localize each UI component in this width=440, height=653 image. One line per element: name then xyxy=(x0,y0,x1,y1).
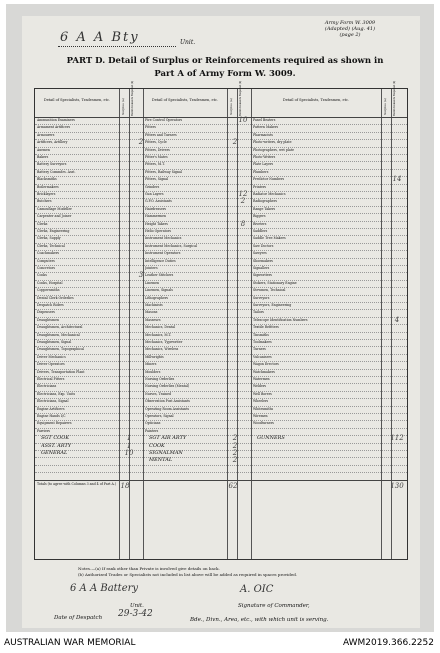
trade-label: Concretors xyxy=(37,266,55,270)
hand-mark: 62 xyxy=(228,481,238,490)
handwritten-entry: SIGNALMAN xyxy=(149,450,183,456)
handwritten-entry: MENTAL xyxy=(149,457,173,464)
hand-mark: 10 xyxy=(238,116,248,124)
trade-label: Mechanics, Dental xyxy=(145,325,176,330)
hand-mark: 1 xyxy=(126,441,132,450)
trade-label: Fitters, Drivers xyxy=(145,147,170,152)
trade-label: Tailors xyxy=(253,310,264,315)
handwritten-entry: GENERAL xyxy=(41,450,68,456)
trade-label: Mechanics, Typewriter xyxy=(145,340,183,344)
hand-mark: 2 xyxy=(232,456,238,465)
trade-label: Opticians xyxy=(145,421,161,426)
column-header-reinforcements: Reinforcements Required (b) xyxy=(239,80,242,116)
trade-label: Machinists xyxy=(145,303,163,307)
hand-mark: 112 xyxy=(390,434,404,443)
trade-label: Ammunition Examiners xyxy=(37,118,75,122)
trade-label: Mechanics, Wireless xyxy=(145,347,179,352)
signature-label: Signature of Commander, xyxy=(238,603,310,609)
trade-label: Fitter's Mates xyxy=(145,155,168,159)
trade-label: Cooks xyxy=(37,273,47,278)
trade-label: Nurses, Trained xyxy=(145,391,172,396)
trade-label: Hairdressers xyxy=(145,206,166,211)
trade-label: Signallers xyxy=(253,266,270,270)
trade-label: Butchers xyxy=(37,199,52,204)
trade-label: Bricklayers xyxy=(37,192,56,196)
hand-mark: 2 xyxy=(232,441,238,450)
column-header-reinforcements: Reinforcements Required (b) xyxy=(393,80,396,116)
form-ref-line: Army Form W. 3009 xyxy=(324,20,376,26)
trade-label: Sawyers xyxy=(253,251,267,256)
trade-label: Armament Artificers xyxy=(37,125,71,130)
trade-label: Stokers, Stationary Engine xyxy=(253,280,297,285)
column-header-surplus: Surplus (a) xyxy=(121,98,125,115)
trade-label: Miners xyxy=(145,362,157,367)
trade-label: Helio Operators xyxy=(145,229,171,233)
column-header-detail: Detail of Specialists, Tradesmen, etc. xyxy=(43,98,111,102)
trade-label: Wiremen xyxy=(253,414,268,418)
handwritten-entry: SGT COOK xyxy=(41,435,70,442)
trade-label: Gun Layers xyxy=(145,192,164,196)
trade-label: Photo-Writers xyxy=(253,155,276,159)
trade-label: Height Takers xyxy=(145,221,168,226)
trade-label: Watermen xyxy=(253,377,270,381)
trade-label: Printers xyxy=(253,184,267,189)
column-header-surplus: Surplus (a) xyxy=(383,98,387,115)
trade-label: Leather Stitchers xyxy=(145,273,174,278)
trade-label: Clerks, Technical xyxy=(37,243,65,248)
trade-label: Riggers xyxy=(253,214,266,219)
trade-label: Hammermen xyxy=(145,214,167,219)
trade-label: Saw Doctors xyxy=(253,243,274,248)
trade-label: Intelligence Duties xyxy=(145,258,176,263)
trade-label: Welders xyxy=(253,384,267,389)
trade-label: Photo-writers, dry plate xyxy=(253,140,292,145)
trade-label: Mechanics, M.T. xyxy=(145,332,172,337)
column-header-detail: Detail of Specialists, Tradesmen, etc. xyxy=(282,98,350,102)
trade-label: Lithographers xyxy=(145,295,168,300)
trade-label: G.P.O. Assistants xyxy=(145,199,172,204)
trade-label: Coppersmiths xyxy=(37,288,60,293)
form-reference xyxy=(310,20,390,38)
trade-label: Surveyors, Engineering xyxy=(253,303,292,307)
hand-mark: 2 xyxy=(138,138,144,147)
trade-label: Predictor Numbers xyxy=(253,177,285,182)
trade-label: Equipment Repairers xyxy=(37,421,72,426)
trade-label: Farriers xyxy=(37,428,51,433)
form-ref-line: (Adapted) (Aug. 41) xyxy=(324,26,376,32)
trade-label: Whitesmiths xyxy=(253,406,274,411)
trade-label: Wagon Erectors xyxy=(253,362,279,367)
trade-label: Axemen xyxy=(37,147,50,152)
date-label: Date of Despatch xyxy=(54,615,103,621)
hand-mark: 4 xyxy=(394,315,400,324)
trade-label: Electricians xyxy=(37,384,57,389)
trade-label: Fitters, Railway Signal xyxy=(145,169,182,174)
trade-label: Textile Refitters xyxy=(253,325,279,330)
trade-label: Nursing Orderlies xyxy=(145,377,175,381)
hand-mark: 2 xyxy=(232,138,238,147)
trade-label: Electricians, Exp. Units xyxy=(37,391,76,396)
trade-label: Painters xyxy=(145,428,159,433)
hand-mark: 130 xyxy=(390,481,404,490)
hand-mark: 2 xyxy=(232,434,238,443)
hand-mark: 2 xyxy=(232,449,238,457)
trade-label: Instrument Mechanics, Surgical xyxy=(145,243,197,248)
trade-label: Linemen xyxy=(145,280,160,285)
trade-label: Clerks, Engineering xyxy=(37,229,70,233)
trade-label: Linemen, Signals xyxy=(145,288,173,293)
trade-label: Toolmakers xyxy=(253,340,272,344)
trade-label: Driver Operators xyxy=(37,362,65,367)
trade-label: Jointers xyxy=(145,266,158,270)
detail-table xyxy=(34,80,408,560)
trade-label: Clerks, Supply xyxy=(37,236,61,241)
form-title: PART D. Detail of Surplus or Reinforcements required as shown in xyxy=(66,56,384,66)
trade-label: Range Takers xyxy=(253,206,276,211)
unit-bottom-handwritten: 6 A A Battery xyxy=(70,583,139,594)
trade-label: Battery Surveyors xyxy=(37,162,67,167)
trade-label: Nursing Orderlies (Mental) xyxy=(145,384,190,389)
hand-mark: 10 xyxy=(124,449,134,457)
trade-label: Computers xyxy=(37,258,55,263)
footer-accession-number: AWM2019.366.2252 xyxy=(342,638,434,648)
bde-label: Bde., Divn., Area, etc., with which unit is serving. xyxy=(190,617,329,623)
trade-label: Observation Post Assistants xyxy=(145,399,190,404)
unit-label: Unit. xyxy=(180,39,196,46)
column-header-reinforcements: Reinforcements Required (b) xyxy=(131,80,134,116)
trade-label: Riveters xyxy=(253,221,267,226)
trade-label: Fitters, Cycle xyxy=(145,140,167,145)
form-ref-line: (page 2) xyxy=(339,32,361,38)
trade-label: Masseurs xyxy=(145,317,161,322)
trade-label: Operators, Signal xyxy=(145,414,174,418)
trade-label: Driver Mechanics xyxy=(37,354,66,359)
trade-label: Vulcanisers xyxy=(253,354,272,359)
trade-label: Moulders xyxy=(145,369,161,374)
date-handwritten: 29-3-42 xyxy=(118,609,153,619)
trade-label: Despatch Riders xyxy=(37,303,64,307)
trade-label: Fitters xyxy=(145,125,156,130)
trade-label: Surveyors xyxy=(253,295,270,300)
unit-label-bottom: Unit. xyxy=(130,603,144,609)
trade-label: Draughtsmen, Mechanical xyxy=(37,332,80,337)
row-divider xyxy=(35,465,407,466)
trade-label: Pharmacists xyxy=(253,132,273,137)
trade-label: Panel Beaters xyxy=(253,118,276,122)
trade-label: Cooks, Hospital xyxy=(37,280,63,285)
trade-label: Draughtsmen, Architectural xyxy=(37,325,83,330)
trade-label: Fitters and Turners xyxy=(145,132,177,137)
trade-label: Radiator Mechanics xyxy=(253,192,286,196)
footer-credit: AUSTRALIAN WAR MEMORIAL xyxy=(4,638,136,648)
totals-divider xyxy=(35,480,407,481)
hand-mark: 8 xyxy=(240,219,246,228)
trade-label: Watchmakers xyxy=(253,369,275,374)
hand-mark: 18 xyxy=(120,481,130,490)
trade-label: Draughtsmen, Signal xyxy=(37,340,72,344)
trade-label: Battery Commdrs. Asst. xyxy=(37,169,76,174)
trade-label: Boilermakers xyxy=(37,184,59,189)
footer-bar xyxy=(0,634,440,653)
trade-label: Millwrights xyxy=(145,354,164,359)
trade-label: Instrument Mechanics xyxy=(145,236,182,241)
trade-label: Bakers xyxy=(37,155,49,159)
hand-mark: 2 xyxy=(240,197,246,206)
hand-mark: 14 xyxy=(392,175,402,184)
hand-mark: 1 xyxy=(126,434,132,443)
trade-label: Stewmen, Technical xyxy=(253,288,286,293)
trade-label: Armourers xyxy=(37,132,55,137)
note-b: (b) Authorized Trades or Specialists not included in list above will be added as required in spaces provided. xyxy=(78,572,298,577)
hand-mark: 3 xyxy=(138,271,144,280)
trade-label: Well Borers xyxy=(253,391,272,396)
trade-label: Turners xyxy=(253,347,266,352)
signature-handwritten: A. OIC xyxy=(240,584,274,595)
trade-label: Coachmakers xyxy=(37,251,59,256)
trade-label: Instrument Operators xyxy=(145,251,181,256)
trade-label: Fire Control Operators xyxy=(145,118,183,122)
trade-label: Pattern Makers xyxy=(253,125,279,130)
trade-label: Dispensers xyxy=(37,310,55,315)
trade-label: Operating Room Assistants xyxy=(145,406,190,411)
handwritten-entry: GUNNERS xyxy=(257,435,285,442)
trade-label: Engine Hands I/C xyxy=(37,414,66,418)
trade-label: Tinsmiths xyxy=(253,332,269,337)
unit-handwritten: 6 A A Bty xyxy=(60,30,140,45)
note-a: Notes.—(a) If rank other than Private is involved give details on back. xyxy=(78,566,220,571)
trade-label: Saddlers xyxy=(253,229,268,233)
form-subtitle: Part A of Army Form W. 3009. xyxy=(154,69,296,79)
trade-label: Saddle Tree Makers xyxy=(253,236,286,241)
unit-underline xyxy=(58,46,176,47)
trade-label: Wheelers xyxy=(253,399,269,404)
trade-label: Plumbers xyxy=(253,169,269,174)
handwritten-entry: COOK xyxy=(149,442,165,449)
trade-label: Drivers, Transportation Plant xyxy=(37,369,85,374)
trade-label: Shoemakers xyxy=(253,258,273,263)
trade-label: Electrical Fitters xyxy=(37,377,65,381)
trade-label: Draughtsmen, Topographical xyxy=(37,347,85,352)
handwritten-entry: ASST. ARTY xyxy=(41,442,72,449)
trade-label: Artificers, Artillery xyxy=(37,140,68,145)
trade-label: Engine Artificers xyxy=(37,406,65,411)
trade-label: Fitters, M.T. xyxy=(145,162,165,167)
trade-label: Electricians, Signal xyxy=(37,399,69,404)
trade-label: Woodturners xyxy=(253,421,274,426)
trade-label: Dental Clerk Orderlies xyxy=(37,295,74,300)
row-divider xyxy=(35,472,407,473)
trade-label: Camouflage Modeller xyxy=(37,206,72,211)
trade-label: Clerks xyxy=(37,221,48,226)
handwritten-entry: SGT AIR ARTY xyxy=(149,435,187,442)
trade-label: Masons xyxy=(145,310,158,315)
column-header-surplus: Surplus (a) xyxy=(229,98,233,115)
trade-label: Signwriters xyxy=(253,273,272,278)
trade-label: Fitters, Signal xyxy=(145,177,169,182)
trade-label: Photographers, wet plate xyxy=(253,147,294,152)
trade-label: Grinders xyxy=(145,184,160,189)
column-header-detail: Detail of Specialists, Tradesmen, etc. xyxy=(151,98,219,102)
hand-mark: 12 xyxy=(238,190,248,198)
trade-label: Carpenter and Joiner xyxy=(37,214,72,219)
trade-label: Blacksmiths xyxy=(37,177,57,182)
trade-label: Radiographers xyxy=(253,199,277,204)
trade-label: Telescope Identification Numbers xyxy=(253,317,308,322)
totals-label: Totals (to agree with Columns 3 and 4 of Part A.) xyxy=(37,481,117,486)
trade-label: Draughtsmen xyxy=(37,317,60,322)
trade-label: Plate Layers xyxy=(253,162,274,167)
